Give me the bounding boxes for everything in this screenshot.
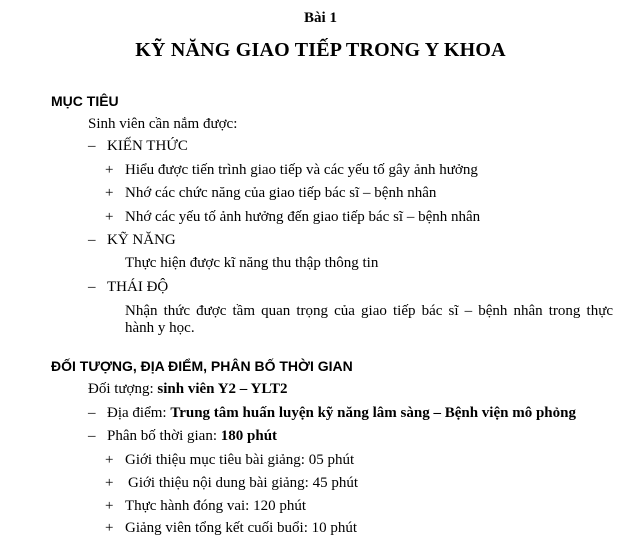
time-line	[107, 428, 277, 445]
plus-bullet: +	[105, 209, 114, 225]
time-item: Giảng viên tổng kết cuối buổi: 10 phút	[125, 520, 358, 536]
time-item: Thực hành đóng vai: 120 phút	[125, 498, 307, 514]
objectives-intro: Sinh viên cần nắm được:	[88, 116, 238, 132]
attitude-label: THÁI ĐỘ	[107, 279, 169, 295]
time-item: Giới thiệu nội dung bài giảng: 45 phút	[128, 475, 358, 491]
plus-bullet: +	[105, 475, 114, 491]
location-value: Trung tâm huấn luyện kỹ năng lâm sàng – Bệnh viện mô phỏng	[170, 405, 576, 421]
skills-text: Thực hiện được kĩ năng thu thập thông tin	[125, 255, 379, 271]
knowledge-item: Hiểu được tiến trình giao tiếp và các yếu tố gây ảnh hưởng	[125, 162, 478, 178]
dash-bullet: –	[88, 232, 96, 248]
skills-label: KỸ NĂNG	[107, 232, 176, 248]
dash-bullet: –	[88, 428, 96, 444]
plus-bullet: +	[105, 498, 114, 514]
attitude-text-line2: hành y học.	[125, 320, 195, 336]
dash-bullet: –	[88, 138, 96, 154]
time-value: 180 phút	[220, 428, 278, 444]
knowledge-label: KIẾN THỨC	[107, 138, 188, 154]
attitude-text-line1: Nhận thức được tầm quan trọng của giao tiếp bác sĩ – bệnh nhân trong thực	[125, 303, 613, 319]
plus-bullet: +	[105, 185, 114, 201]
time-label: Phân bố thời gian:	[107, 428, 221, 444]
audience-value: sinh viên Y2 – YLT2	[157, 381, 288, 397]
lesson-title: KỸ NĂNG GIAO TIẾP TRONG Y KHOA	[135, 39, 506, 61]
location-line	[107, 405, 576, 422]
logistics-heading: ĐỐI TƯỢNG, ĐỊA ĐIỂM, PHÂN BỐ THỜI GIAN	[51, 358, 353, 374]
lesson-number: Bài 1	[304, 10, 337, 26]
objectives-heading: MỤC TIÊU	[51, 93, 119, 109]
time-item: Giới thiệu mục tiêu bài giảng: 05 phút	[125, 452, 355, 468]
location-label: Địa điểm:	[107, 405, 171, 421]
knowledge-item: Nhớ các yếu tố ảnh hưởng đến giao tiếp bác sĩ – bệnh nhân	[125, 209, 481, 225]
audience-label: Đối tượng:	[88, 381, 158, 397]
dash-bullet: –	[88, 279, 96, 295]
dash-bullet: –	[88, 405, 96, 421]
knowledge-item: Nhớ các chức năng của giao tiếp bác sĩ – bệnh nhân	[125, 185, 437, 201]
audience-line	[88, 381, 287, 398]
plus-bullet: +	[105, 162, 114, 178]
plus-bullet: +	[105, 520, 114, 536]
plus-bullet: +	[105, 452, 114, 468]
